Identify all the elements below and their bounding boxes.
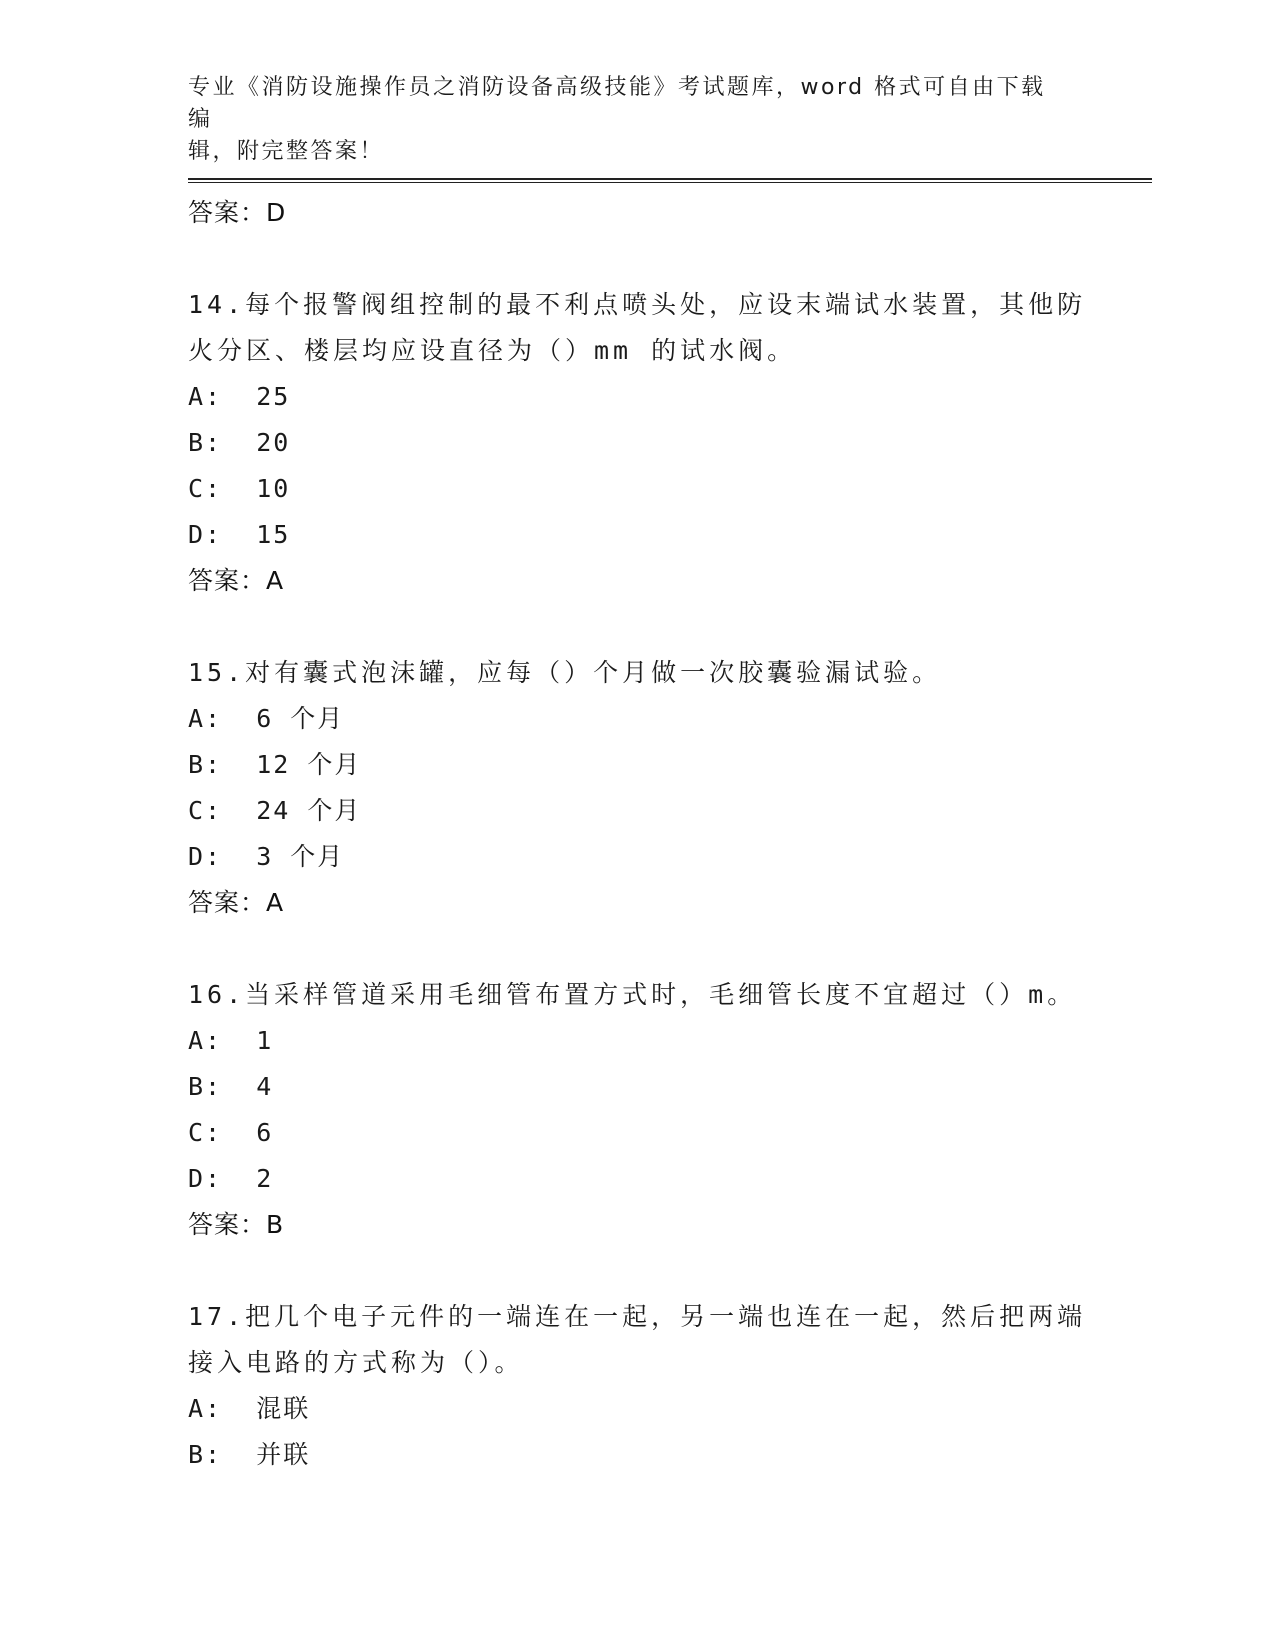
question-block-16 <box>188 972 1088 1248</box>
question-text <box>188 1294 1088 1386</box>
option-a: A: 1 <box>188 1026 274 1055</box>
option-b: B: 20 <box>188 428 291 457</box>
header-divider-thin <box>188 182 1152 183</box>
option-a: A: 混联 <box>188 1394 311 1423</box>
previous-answer: 答案：D <box>188 198 287 227</box>
answer-label: 答案：A <box>188 566 285 595</box>
answer-label: 答案：A <box>188 888 285 917</box>
option-a: A: 6 个月 <box>188 704 345 733</box>
spacer <box>188 1248 1088 1294</box>
question-text <box>188 282 1088 374</box>
option-c: C: 24 个月 <box>188 796 362 825</box>
option-b: B: 12 个月 <box>188 750 362 779</box>
option-d: D: 2 <box>188 1164 274 1193</box>
question-line: 火分区、楼层均应设直径为（）mm 的试水阀。 <box>188 336 797 365</box>
question-line: 14.每个报警阀组控制的最不利点喷头处，应设末端试水装置，其他防 <box>188 290 1087 319</box>
spacer <box>188 236 1088 282</box>
question-line: 接入电路的方式称为（）。 <box>188 1348 524 1377</box>
answer-label: 答案：B <box>188 1210 285 1239</box>
option-b: B: 4 <box>188 1072 274 1101</box>
option-b: B: 并联 <box>188 1440 311 1469</box>
option-d: D: 15 <box>188 520 291 549</box>
header-line-1: 专业《消防设施操作员之消防设备高级技能》考试题库，word 格式可自由下载编 <box>188 75 1046 132</box>
option-c: C: 6 <box>188 1118 274 1147</box>
option-c: C: 10 <box>188 474 291 503</box>
option-a: A: 25 <box>188 382 291 411</box>
spacer <box>188 926 1088 972</box>
question-line: 15.对有囊式泡沫罐，应每（）个月做一次胶囊验漏试验。 <box>188 658 942 687</box>
option-d: D: 3 个月 <box>188 842 345 871</box>
question-block-15 <box>188 650 1088 926</box>
question-line: 16.当采样管道采用毛细管布置方式时，毛细管长度不宜超过（）m。 <box>188 980 1077 1009</box>
header-line-2: 辑，附完整答案！ <box>188 139 385 164</box>
question-list <box>188 190 1088 1478</box>
question-block-14 <box>188 282 1088 604</box>
question-block-17 <box>188 1294 1088 1478</box>
header-divider-thick <box>188 178 1152 180</box>
document-header <box>188 72 1068 168</box>
question-line: 17.把几个电子元件的一端连在一起，另一端也连在一起，然后把两端 <box>188 1302 1087 1331</box>
question-text <box>188 972 1088 1018</box>
question-text <box>188 650 1088 696</box>
spacer <box>188 604 1088 650</box>
